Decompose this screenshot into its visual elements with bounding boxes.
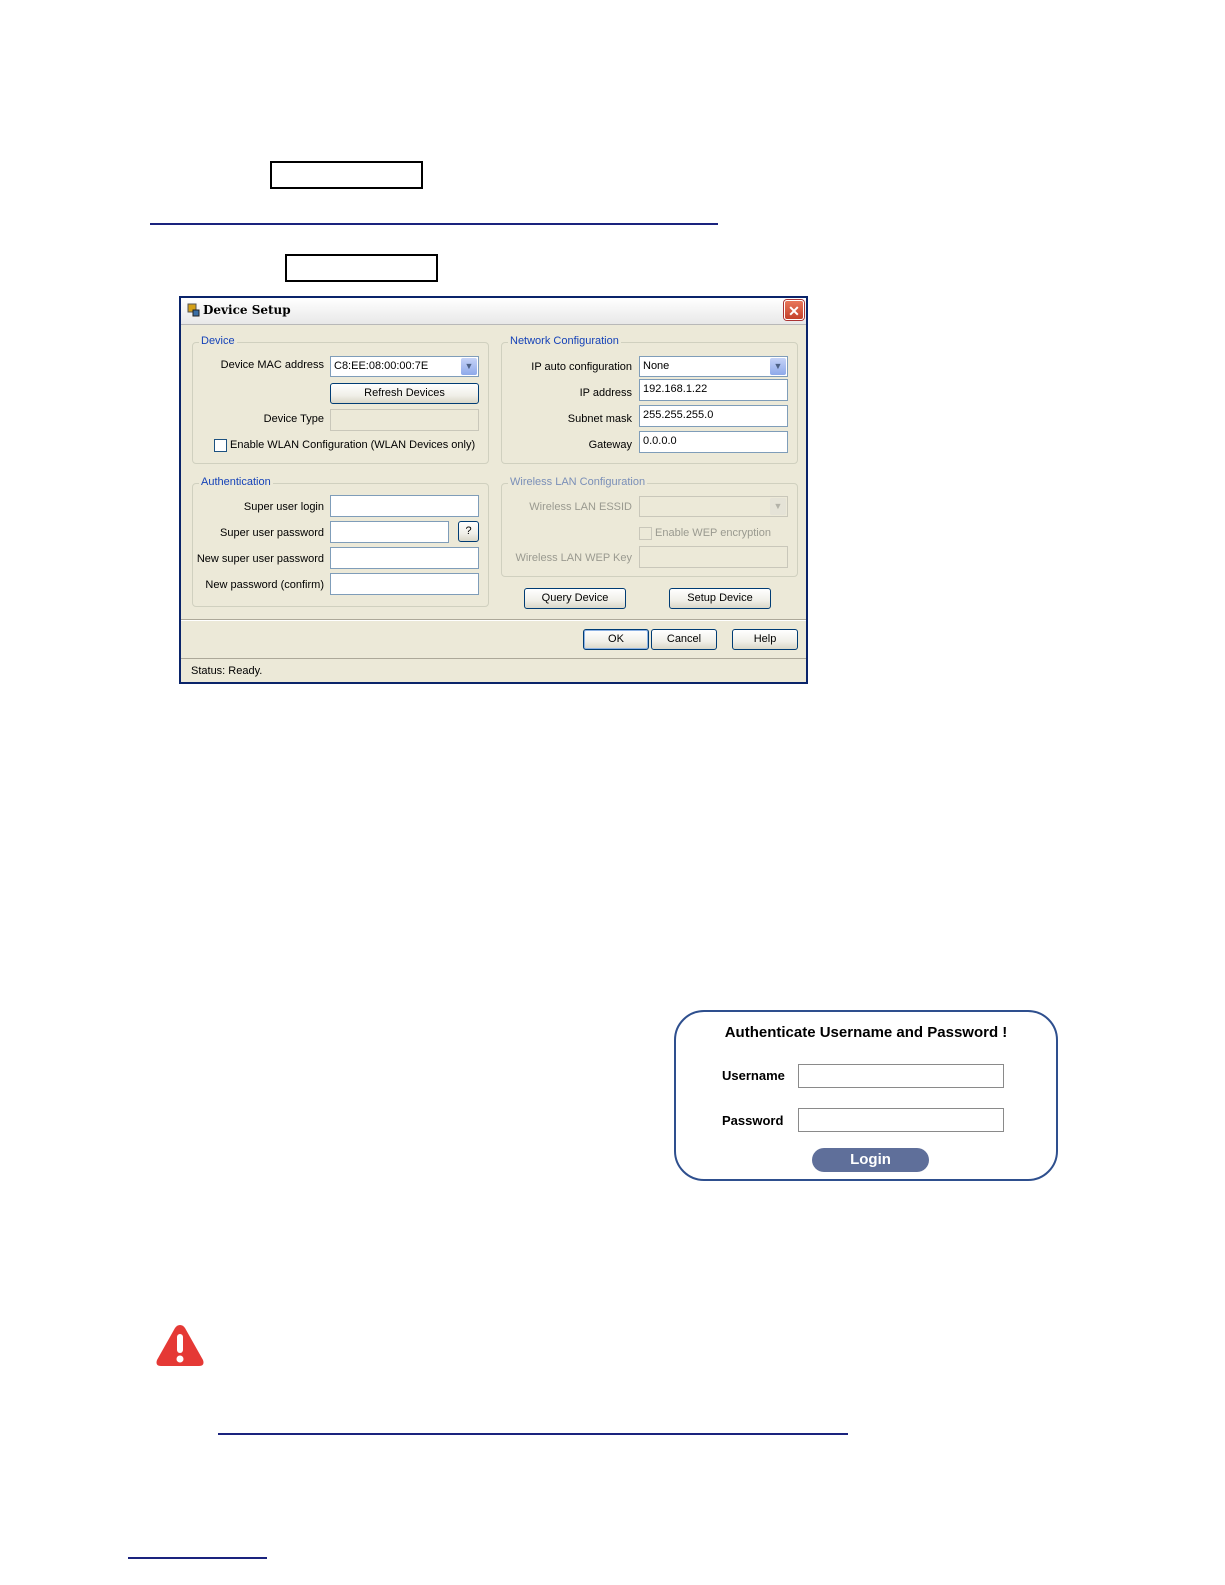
chevron-down-icon: ▼	[770, 498, 786, 515]
mac-address-select[interactable]	[330, 356, 479, 377]
device-setup-window	[179, 296, 808, 684]
gateway-label: Gateway	[588, 439, 632, 451]
setup-device-button[interactable]: Setup Device	[669, 588, 771, 609]
super-user-password-field[interactable]	[330, 521, 449, 543]
device-setup-app-icon	[187, 303, 201, 317]
cancel-button[interactable]: Cancel	[651, 629, 717, 650]
separator	[181, 619, 806, 621]
wep-key-field	[639, 546, 788, 568]
device-type-field	[330, 409, 479, 431]
login-panel	[674, 1010, 1058, 1181]
subnet-mask-label: Subnet mask	[567, 413, 632, 425]
help-button[interactable]: Help	[732, 629, 798, 650]
password-help-button[interactable]: ?	[458, 521, 479, 542]
framed-box-1	[270, 161, 423, 189]
window-title: Device Setup	[203, 303, 291, 317]
essid-select	[639, 496, 788, 517]
confirm-password-field[interactable]	[330, 573, 479, 595]
query-device-button[interactable]: Query Device	[524, 588, 626, 609]
device-group	[192, 335, 489, 464]
wep-checkbox	[639, 527, 652, 540]
authentication-group	[192, 476, 489, 607]
login-heading: Authenticate Username and Password !	[724, 1024, 1008, 1041]
ip-auto-label: IP auto configuration	[531, 361, 632, 373]
close-icon[interactable]: ✕	[784, 300, 804, 320]
essid-label: Wireless LAN ESSID	[529, 501, 632, 513]
refresh-devices-button[interactable]: Refresh Devices	[330, 383, 479, 404]
status-text: Status: Ready.	[191, 665, 263, 677]
password-field[interactable]	[798, 1108, 1004, 1132]
network-group-legend: Network Configuration	[510, 335, 619, 347]
wep-key-label: Wireless LAN WEP Key	[515, 552, 632, 564]
mac-address-label: Device MAC address	[220, 359, 324, 371]
rule-top	[150, 223, 718, 225]
gateway-field[interactable]: 0.0.0.0	[639, 431, 788, 453]
new-password-label: New super user password	[196, 553, 324, 565]
super-user-password-label: Super user password	[220, 527, 324, 539]
ip-address-field[interactable]: 192.168.1.22	[639, 379, 788, 401]
wireless-lan-group	[501, 476, 798, 577]
ip-auto-value: None	[643, 360, 670, 372]
new-password-field[interactable]	[330, 547, 479, 569]
wireless-lan-group-legend: Wireless LAN Configuration	[510, 476, 646, 488]
device-group-legend: Device	[201, 335, 235, 347]
subnet-mask-field[interactable]: 255.255.255.0	[639, 405, 788, 427]
framed-box-2	[285, 254, 438, 282]
device-type-label: Device Type	[263, 413, 324, 425]
footer-rule	[128, 1557, 267, 1559]
super-user-login-field[interactable]	[330, 495, 479, 517]
ip-auto-select[interactable]	[639, 356, 788, 377]
authentication-group-legend: Authentication	[201, 476, 271, 488]
title-bar	[181, 298, 806, 325]
password-label: Password	[722, 1113, 784, 1128]
status-bar	[181, 658, 806, 683]
wlan-config-checkbox[interactable]	[214, 439, 227, 452]
rule-bottom	[218, 1433, 848, 1435]
login-button[interactable]: Login	[812, 1148, 929, 1172]
wep-checkbox-label: Enable WEP encryption	[655, 527, 771, 539]
username-label: Username	[722, 1068, 785, 1083]
ok-button[interactable]: OK	[583, 629, 649, 650]
chevron-down-icon[interactable]: ▼	[770, 358, 786, 375]
confirm-password-label: New password (confirm)	[205, 579, 324, 591]
username-field[interactable]	[798, 1064, 1004, 1088]
warning-icon	[155, 1323, 205, 1368]
mac-address-value: C8:EE:08:00:00:7E	[334, 360, 429, 372]
wlan-config-label: Enable WLAN Configuration (WLAN Devices only)	[230, 439, 476, 451]
chevron-down-icon[interactable]: ▼	[461, 358, 477, 375]
ip-address-label: IP address	[579, 387, 632, 399]
network-group	[501, 335, 798, 464]
super-user-login-label: Super user login	[243, 501, 324, 513]
